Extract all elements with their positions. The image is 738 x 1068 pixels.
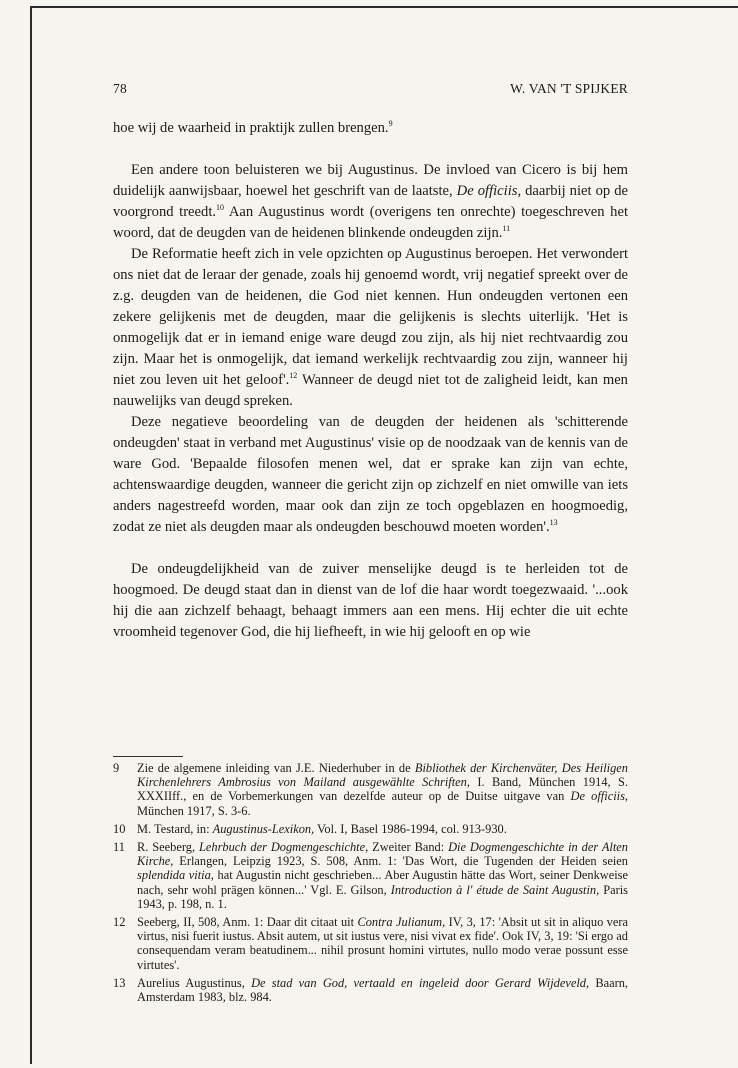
paragraph-4: De ondeugdelijkheid van de zuiver menselijke deugd is te herleiden tot de hoogmoed. De deugd staat dan in dienst van de lof die haar wordt toegezwaaid. '...ook hij die aan zichzelf behaagt, behaagt immers aan een mens. Hij echter die uit echte vroomheid tegenover God, die hij liefheeft, in wie hij gelooft en op wie (113, 561, 628, 640)
footnote-ref[interactable]: 10 (216, 203, 225, 213)
footnote-rule (113, 756, 183, 757)
footnote-ref[interactable]: 11 (502, 224, 511, 234)
running-head-author: W. VAN 'T SPIJKER (510, 81, 628, 96)
footnote-13: 13 Aurelius Augustinus, De stad van God, vertaald en ingeleid door Gerard Wijdeveld, Baarn, Amsterdam 1983, blz. 984. (113, 975, 629, 1005)
paragraph-1: Een andere toon beluisteren we bij Augustinus. De invloed van Cicero is bij hem duidelijk aanwijsbaar, hoewel het geschrift van de laatste, De officiis, daarbij niet op de voorgrond treedt.$^{10}$ Aan Augustinus wordt (overigens ten onrechte) toegeschreven het woord, dat de deugden van de heidenen blinkende ondeugden zijn.$^{11}$ (113, 162, 628, 241)
running-header (113, 81, 628, 97)
footnote-11: 11 R. Seeberg, Lehrbuch der Dogmengeschichte, Zweiter Band: Die Dogmengeschichte in der Alten Kirche, Erlangen, Leipzig 1923, S. 508, Anm. 1: 'Das Wort, die Tugenden der Heiden seien splendida vitia, hat Augustin nicht geschrieben... Aber Augustin hätte das Wort, seiner Denkweise nach, sehr wohl prägen können...' Vgl. E. Gilson, Introduction à l' étude de Saint Augustin, Paris 1943, p. 198, n. 1. (113, 840, 629, 911)
footnote-10: 10 M. Testard, in: Augustinus-Lexikon, Vol. I, Basel 1986-1994, col. 913-930. (113, 821, 507, 836)
footnote-ref[interactable]: 13 (549, 518, 558, 528)
scan-border-left (30, 6, 32, 1064)
page-number: 78 (113, 81, 127, 96)
footnotes (113, 761, 628, 1008)
paragraph-2: De Reformatie heeft zich in vele opzichten op Augustinus beroepen. Het verwondert ons niet dat de leraar der genade, zoals hij genoemd wordt, vrij negatief spreekt over de z.g. deugden van de heidenen, die God niet kennen. Hun ondeugden vertonen een zekere gelijkenis met de deugden, maar die gelijkenis is slechts uiterlijk. 'Het is onmogelijk dat er in iemand enige ware deugd zou zijn, als hij niet rechtvaardig zou zijn. Maar het is onmogelijk, dat iemand werkelijk rechtvaardig zou zijn, wanneer hij niet zou leven uit het geloof'.$^{12}$ Wanneer de deugd niet tot de zaligheid leidt, kan men nauwelijks van deugd spreken. (113, 246, 628, 409)
footnote-12: 12 Seeberg, II, 508, Anm. 1: Daar dit citaat uit Contra Julianum, IV, 3, 17: 'Absit ut sit in aliquo vera virtus, nisi fuerit iustus. Absit autem, ut sit iustus vere, nisi vivat ex fide'. Ook IV, 3, 19: 'Si ergo ad consequendam veram beatudinem... nihil prosunt homini virtutes, nullo modo verae possunt esse virtutes'. (113, 915, 628, 972)
body-text (113, 118, 628, 643)
paragraph-continuation: hoe wij de waarheid in praktijk zullen brengen.$^9$ (113, 119, 393, 136)
paragraph-3: Deze negatieve beoordeling van de deugden der heidenen als 'schitterende ondeugden' staat in verband met Augustinus' visie op de noodzaak van de kennis van de ware God. 'Bepaalde filosofen menen wel, dat er sprake kan zijn van echte, achtenswaardige deugden, wanneer die gericht zijn op zichzelf en niet omwille van iets anders nagestreefd worden, maar ook dan zijn ze toch opgeblazen en hoogmoedig, zodat ze niet als deugden maar als ondeugden beschouwd moeten worden'.$^{13}$ (113, 414, 628, 535)
footnote-ref[interactable]: 9 (388, 119, 393, 129)
scan-border-top (30, 6, 738, 8)
footnote-9: 9 Zie de algemene inleiding van J.E. Niederhuber in de Bibliothek der Kirchenväter, Des Heiligen Kirchenlehrers Ambrosius von Mailand ausgewählte Schriften, I. Band, München 1914, S. XXXIIff., en de Vorbemerkungen van dezelfde auteur op de Duitse uitgave van De officiis, München 1917, S. 3-6. (113, 761, 628, 818)
footnote-ref[interactable]: 12 (289, 371, 298, 381)
